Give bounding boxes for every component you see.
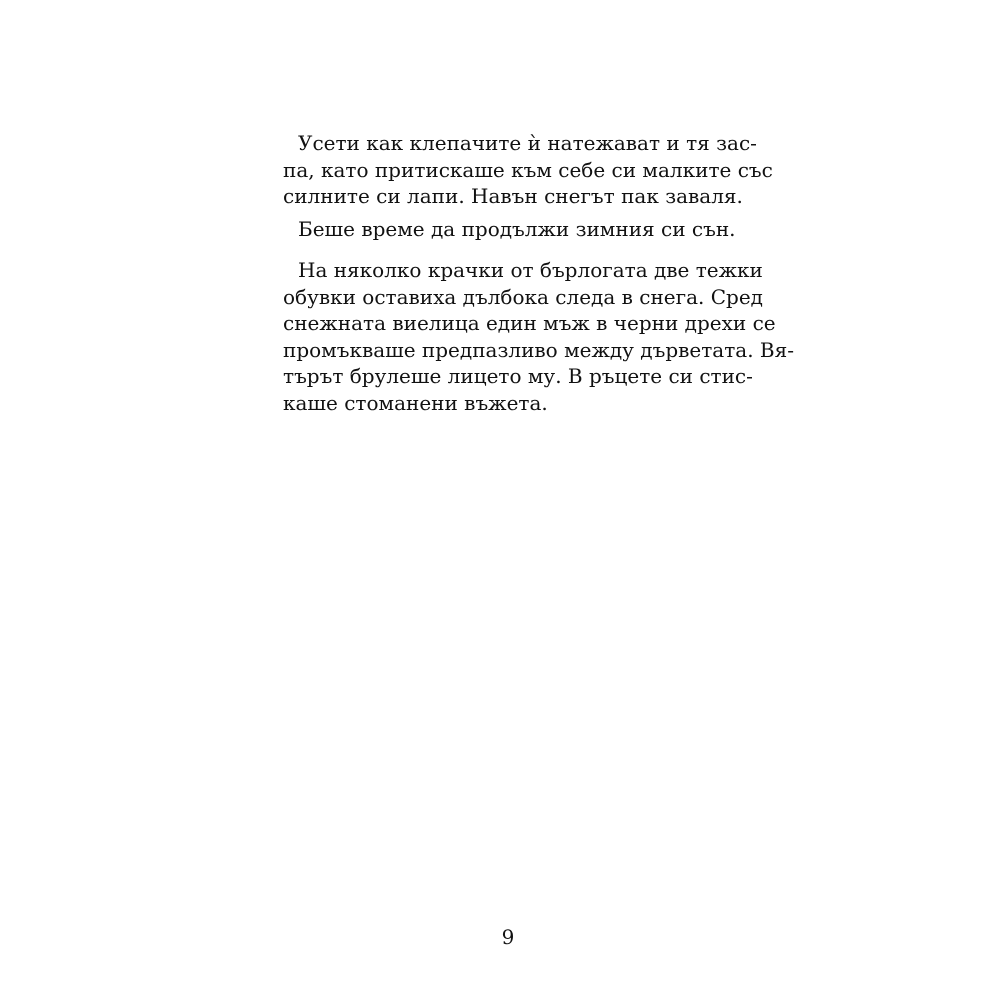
text-line: каше стоманени въжета. bbox=[283, 390, 548, 415]
paragraph-group-2 bbox=[283, 257, 794, 416]
text-line: Усети как клепачите ѝ натежават и тя зас- bbox=[298, 131, 757, 155]
paragraph-3 bbox=[283, 257, 794, 416]
text-line: Беше време да продължи зимния си сън. bbox=[298, 216, 736, 241]
text-line: силните си лапи. Навън снегът пак заваля. bbox=[283, 184, 743, 208]
text-line: търът брулеше лицето му. В ръцете си стис- bbox=[283, 364, 753, 388]
text-line: па, като притискаше към себе си малките със bbox=[283, 157, 773, 182]
text-line: обувки оставиха дълбока следа в снега. Сред bbox=[283, 284, 763, 309]
text-line: На няколко крачки от бърлогата две тежки bbox=[298, 258, 763, 282]
text-line: промъкваше предпазливо между дърветата. Вя- bbox=[283, 337, 794, 362]
paragraph-1 bbox=[283, 130, 773, 210]
paragraph-2 bbox=[283, 216, 743, 243]
text-line: снежната виелица един мъж в черни дрехи се bbox=[283, 311, 776, 335]
paragraph-group-1 bbox=[283, 130, 773, 242]
page-number: 9 bbox=[501, 925, 515, 949]
